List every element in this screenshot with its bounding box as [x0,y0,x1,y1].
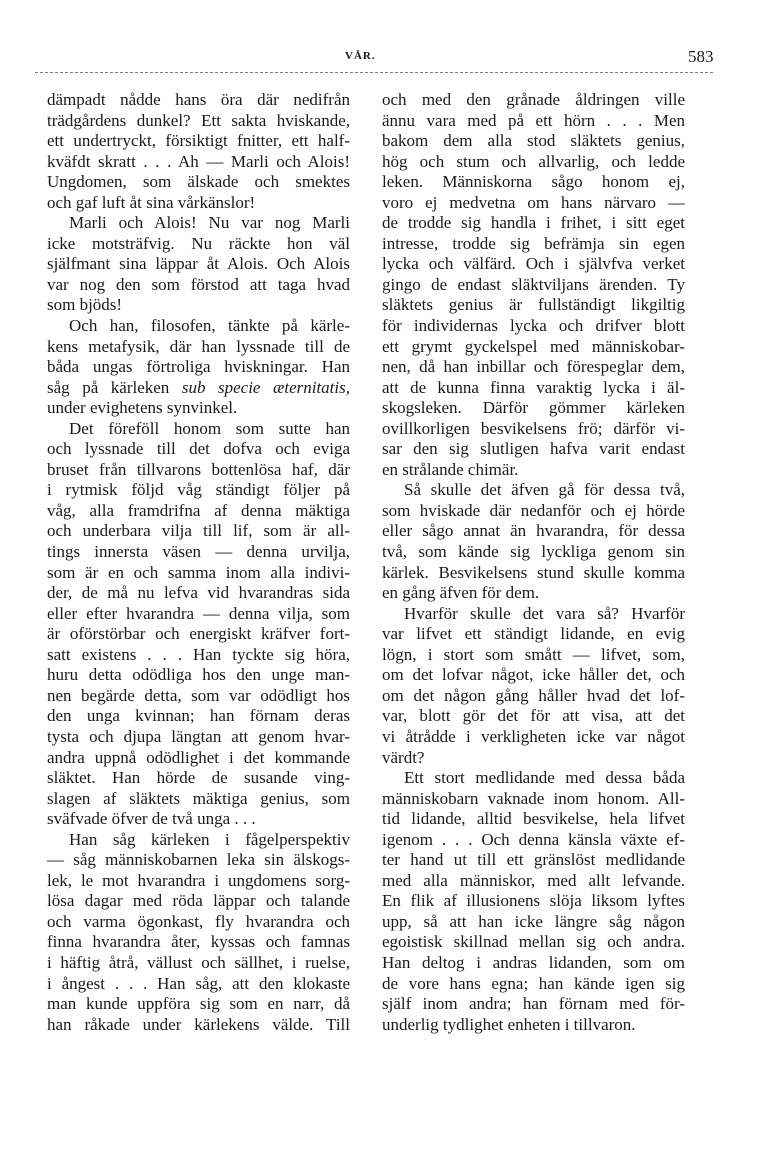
text-line: i rytmisk följd våg ständigt följer på [47,480,350,500]
text-line: och underbara vilja till lif, som är all- [47,521,350,541]
text-line: der, de må nu lefva vid hvarandras sida [47,583,350,603]
text-line: sväfvade öfver de två unga . . . [47,809,256,829]
text-line: under evighetens synvinkel. [47,398,238,418]
text-line: lögn, i stort som smått — lifvet, som, [382,644,685,664]
text-line: med alla människor, med allt lefvande. [382,870,685,890]
text-line: var, blott gör det för att visa, att det [382,706,685,726]
text-line: kärlek. Besvikelsens stund skulle komma [382,562,685,582]
text-line: Så skulle det äfven gå för dessa två, [404,480,685,500]
text-line: leken. Människorna sågo honom ej, [382,172,685,192]
text-line: den unga kvinnan; han förnam deras [47,706,350,726]
text-line: Och han, filosofen, tänkte på kärle- [69,316,350,336]
text-line: kens metafysik, där han lyssnade till de [47,336,350,356]
text-line [47,378,350,399]
paragraph [382,604,685,768]
text-line: och lyssnade till det dofva och eviga [47,439,350,459]
text-line: gingo de endast släktviljans ärenden. Ty [382,274,685,294]
text-line: bruset från tillvarons bottenlösa haf, där [47,459,350,479]
text-line: Ungdomen, som älskade och smektes [47,172,350,192]
text-line: ovillkorligen besvikelsens frö; därför vi- [382,418,685,438]
text-line: de vore hans egna; han kände igen sig [382,973,685,993]
text-line: voro ej medvetna om hans närvaro — [382,192,685,212]
text-line: En flik af illusionens slöja liksom lyftes [382,891,685,911]
text-line: var lifvet ett ständigt lidande, en evig [382,624,685,644]
text-line: släktet. Han hörde de susande ving- [47,768,350,788]
text-line: Han deltog i andras lidanden, som om [382,952,685,972]
text-line: är oförstörbar och energiskt kräfver fort- [47,624,350,644]
text-line: Marli och Alois! Nu var nog Marli [69,213,350,233]
text-line: Hvarför skulle det vara så? Hvarför [404,603,685,623]
text-line: ett grymt gyckelspel med människobar- [382,336,685,356]
text-line: sar den sig slutligen hafva varit endast [382,439,685,459]
text-line: eller sågo annat än hvarandra, för dessa [382,521,685,541]
text-line: bakom dem alla stod släktets genius, [382,131,685,151]
text-line: slagen af släktets mäktiga genius, som [47,788,350,808]
page-number: 583 [688,47,714,66]
text-line: om det lofvar något, icke håller det, och [382,665,685,685]
text-line: som bjöds! [47,295,123,315]
text-line: underlig tydlighet enheten i tillvaron. [382,1014,636,1034]
text-line: två, som kände sig lyckliga genom sin [382,542,685,562]
text-line: själf inom andra; han förnam med för- [382,994,685,1014]
text-line: för individernas lycka och drifver blott [382,316,685,336]
paragraph [382,90,685,480]
paragraph [47,830,350,1035]
paragraph [47,419,350,830]
text-line: Han såg kärleken i fågelperspektiv [69,829,350,849]
text-line: tings innersta väsen — denna urvilja, [47,542,350,562]
header-rule [35,72,713,73]
text-line: hög och stum och allvarlig, och ledde [382,151,685,171]
text-line: eller efter hvarandra — denna vilja, som [47,603,350,623]
text-line: igenom . . . Och denna känsla växte ef- [382,829,685,849]
text-line: att de kunna finna varaktig lycka i äl- [382,377,685,397]
running-title: VÅR. [345,50,376,62]
text-line: tysta och djupa längtan att genom hvar- [47,726,350,746]
text-line: satt existens . . . Han tyckte sig höra, [47,644,350,664]
text-line: våg, alla framdrifna af denna mäktiga [47,500,350,520]
text-line: kväfdt skratt . . . Ah — Marli och Alois! [47,151,350,171]
text-line: en strålande chimär. [382,459,519,479]
text-line: och varma ögonkast, fly hvarandra och [47,911,350,931]
paragraph [382,768,685,1035]
text-line: intresse, trodde sig befrämja sin egen [382,233,685,253]
left-column [47,90,350,1035]
text-line: nen begärde detta, som var odödligt hos [47,685,350,705]
text-segment: såg på kärleken [47,377,182,397]
text-line: trädgårdens dunkel? Ett sakta hviskande, [47,110,350,130]
paragraph [47,213,350,316]
text-line: ter hand ut till ett gränslöst medlidande [382,850,685,870]
text-line: han råkade under kärlekens välde. Till [47,1014,350,1034]
text-line: lek, le mot hvarandra i ungdomens sorg- [47,870,350,890]
text-line: släktets genius är fullständigt likgiltig [382,295,685,315]
text-line: själfmant sina läppar åt Alois. Och Alois [47,254,350,274]
paragraph [47,316,350,419]
text-line: i häftig åtrå, vällust och sällhet, i ruelse, [47,952,350,972]
right-column [382,90,685,1035]
text-line: var nog den som förstod att taga hvad [47,274,350,294]
text-line: ännu vara med på ett hörn . . . Men [382,110,685,130]
text-line: huru detta odödliga hos den unge man- [47,665,350,685]
text-line: lycka och välfärd. Och i självfva verket [382,254,685,274]
text-line: skogsleken. Därför gömmer kärleken [382,398,685,418]
text-line: värdt? [382,747,425,767]
text-line: andra uppnå odödlighet i det kommande [47,747,350,767]
text-line: båda ungas förtroliga hviskningar. Han [47,357,350,377]
text-line: icke motsträfvig. Nu räckte hon väl [47,233,350,253]
text-line: som hviskade där nedanför och ej hörde [382,500,685,520]
text-line: om det någon gång håller hvad det lof- [382,685,685,705]
text-line: som är en och samma inom alla indivi- [47,562,350,582]
text-line: egoistisk skillnad mellan sig och andra. [382,932,685,952]
text-line: de trodde sig handla i frihet, i sitt eget [382,213,685,233]
running-head [0,47,768,70]
text-line: lösa dagar med röda läppar och talande [47,891,350,911]
text-line: människobarn vaknade inom honom. All- [382,788,685,808]
text-line: finna hvarandra åter, kyssas och famnas [47,932,350,952]
text-line: i ångest . . . Han såg, att den klokaste [47,973,350,993]
text-line: Det föreföll honom som sutte han [69,418,350,438]
latin-phrase-italic: sub specie æternitatis, [181,377,350,397]
text-line: upp, så att han icke längre såg någon [382,911,685,931]
text-line: nen, då han inbillar och förespeglar dem, [382,357,685,377]
text-line: Ett stort medlidande med dessa båda [404,768,685,788]
text-line: en gång äfven för dem. [382,583,540,603]
text-line: och med den grånade åldringen ville [382,90,685,109]
paragraph [47,90,350,213]
text-line: — såg människobarnen leka sin älskogs- [47,850,350,870]
text-line: och gaf luft åt sina vårkänslor! [47,192,256,212]
text-line: dämpadt nådde hans öra där nedifrån [47,90,350,109]
text-line: vi åtrådde i verkligheten icke var något [382,726,685,746]
text-line: tid lidande, alltid besvikelse, hela lifvet [382,809,685,829]
text-line: man kunde uppföra sig som en narr, då [47,994,350,1014]
text-line: ett undertryckt, försiktigt fnitter, ett half- [47,131,350,151]
paragraph [382,480,685,603]
